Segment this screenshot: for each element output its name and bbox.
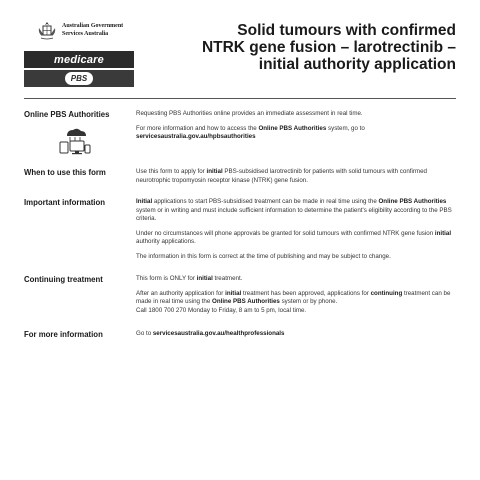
section-label: Continuing treatment [24,275,103,284]
paragraph: This form is ONLY for initial treatment. [136,275,243,282]
medicare-logo [24,51,134,68]
section-content [136,330,456,345]
page-title [196,22,456,73]
government-logo [36,20,156,42]
paragraph: Under no circumstances will phone approvals be granted for solid tumours with confirmed NTRK gene fusion initial authority applications. [136,229,452,246]
paragraph: Initial applications to start PBS-subsidised treatment can be made in real time using the Online PBS Authorities system or in writing and must include sufficient information to determine the patient's eligibility according to the PBS criteria. [136,198,452,223]
paragraph: Go to servicesaustralia.gov.au/healthprofessionals [136,330,285,337]
agency-name: Services Australia [62,31,109,37]
title-line-1: Solid tumours with confirmed [237,22,456,39]
section-important-information [24,198,456,268]
title-line-3: initial authority application [258,56,456,73]
section-content [136,168,456,191]
online-pbs-authorities-emphasis: Online PBS Authorities [258,124,327,132]
healthprofessionals-link[interactable]: servicesaustralia.gov.au/healthprofessionals [152,330,285,337]
section-when-to-use [24,168,456,196]
page-header [0,0,480,96]
section-label: Important information [24,198,105,207]
hpbsauthorities-link[interactable]: servicesaustralia.gov.au/hpbsauthorities [136,133,256,141]
section-more-information [24,330,456,344]
pbs-logo-bar [24,70,134,87]
section-continuing-treatment [24,275,456,325]
cloud-devices-icon [58,125,92,157]
coat-of-arms-icon [36,20,58,42]
title-line-2: NTRK gene fusion – larotrectinib – [201,39,456,56]
section-label: Online PBS Authorities [24,110,110,119]
paragraph: The information in this form is correct at the time of publishing and may be subject to change. [136,252,391,260]
paragraph: After an authority application for initial treatment has been approved, applications for continuing treatment can be made in real time using the Online PBS Authorities system or by phone. Call 1800 700 270 Monday to Friday, 8 am to 5 pm, local time. [136,289,451,314]
paragraph: Requesting PBS Authorities online provides an immediate assessment in real time. [136,110,363,117]
paragraph: For more information and how to access the Online PBS Authorities system, go to servicesaustralia.gov.au/hpbsauthorities [136,124,365,141]
gov-name: Australian Government [62,23,124,29]
paragraph: Use this form to apply for initial PBS-subsidised larotrectinib for patients with solid tumours with confirmed neurotrophic tropomyosin receptor kinase (NTRK) gene fusion. [136,168,427,184]
section-content [136,198,456,268]
section-content [136,110,456,148]
section-content [136,275,456,321]
section-label: For more information [24,330,103,339]
section-online-pbs-authorities [24,110,456,172]
header-divider [24,98,456,99]
pbs-logo: PBS [65,72,93,85]
section-label: When to use this form [24,168,106,177]
medicare-label: medicare [54,53,104,66]
phone-hours: Call 1800 700 270 Monday to Friday, 8 am to 5 pm, local time. [136,306,307,314]
